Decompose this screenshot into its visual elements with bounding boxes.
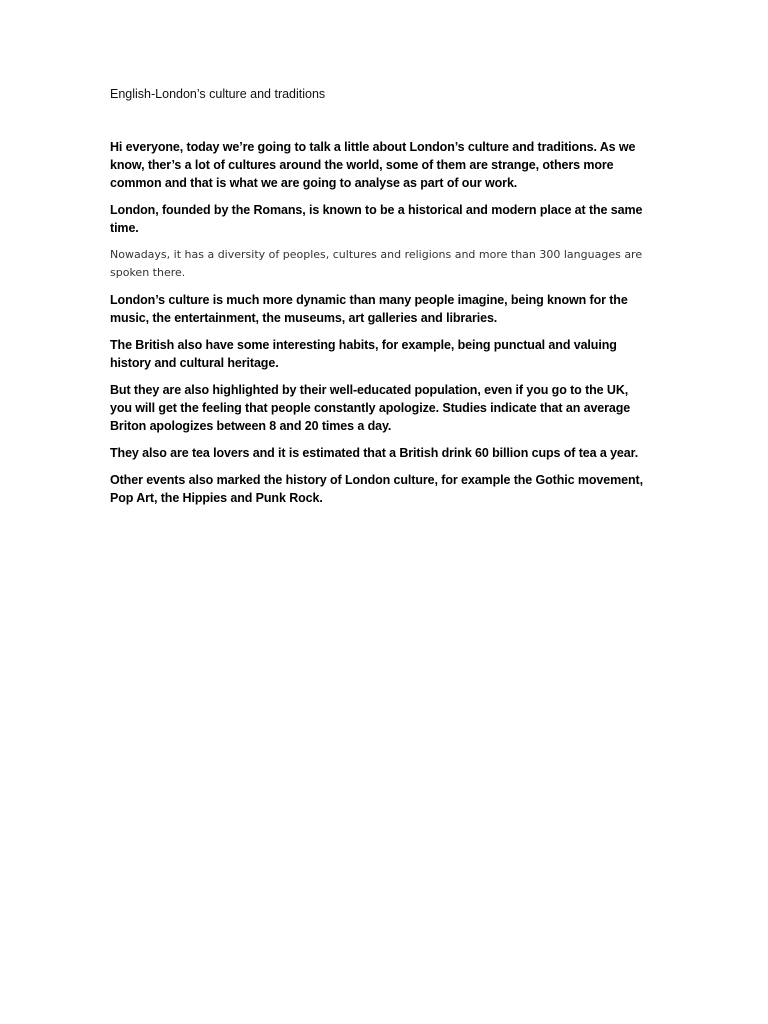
- paragraph-history-events: Other events also marked the history of London culture, for example the Gothic movement, Pop Art, the Hippies and Punk Rock.: [110, 473, 643, 505]
- paragraph-apologies: But they are also highlighted by their well-educated population, even if you go to the UK, you will get the feeling that people constantly apologize. Studies indicate that an average Briton apologizes between 8 and 20 times a day.: [110, 383, 631, 433]
- document-title: English-London’s culture and traditions: [110, 87, 326, 101]
- paragraph-tea: They also are tea lovers and it is estimated that a British drink 60 billion cups of tea a year.: [110, 446, 639, 460]
- paragraph-diversity: Nowadays, it has a diversity of peoples, cultures and religions and more than 300 languages are spoken there.: [110, 248, 643, 279]
- paragraph-founding: London, founded by the Romans, is known to be a historical and modern place at the same time.: [110, 203, 643, 235]
- paragraph-dynamic-culture: London’s culture is much more dynamic than many people imagine, being known for the music, the entertainment, the museums, art galleries and libraries.: [110, 293, 628, 325]
- paragraph-habits: The British also have some interesting habits, for example, being punctual and valuing history and cultural heritage.: [110, 338, 617, 370]
- paragraph-introduction: Hi everyone, today we’re going to talk a little about London’s culture and traditions. As we know, ther’s a lot of cultures around the world, some of them are strange, others more common and that is what we are going to analyse as part of our work.: [110, 140, 636, 190]
- document-body: [110, 138, 650, 516]
